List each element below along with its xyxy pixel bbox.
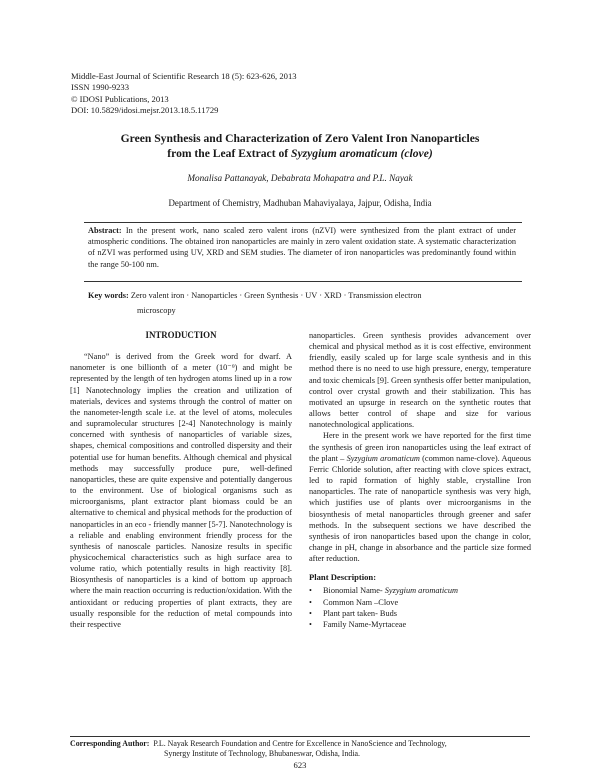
- plant-description-list: [309, 585, 531, 630]
- abstract-text: In the present work, nano scaled zero valent irons (nZVI) were synthesized from the plant extract of under atmospheric conditions. The obtained iron nanoparticles are mainly in zero valent oxidation state. A systematic characterization of nZVI was performed using UV, XRD and SEM studies. The diameter of iron nanoparticles was predominantly found within the range 50-100 nm.: [88, 226, 516, 269]
- plant-item-label: Family Name-Myrtaceae: [323, 620, 407, 630]
- plant-item-italic: Syzygium aromaticum: [384, 586, 458, 596]
- journal-header: [71, 71, 297, 117]
- footer-divider: [70, 736, 530, 737]
- footer-text-1: P.L. Nayak Research Foundation and Centre for Excellence in NanoScience and Technology,: [153, 739, 447, 748]
- list-item: [309, 608, 531, 619]
- title-species: Syzygium aromaticum (clove): [291, 147, 433, 160]
- page-number: 623: [293, 760, 307, 770]
- abstract-label: Abstract:: [88, 226, 122, 235]
- plant-item-label: Bionomial Name-: [323, 586, 385, 596]
- copyright: © IDOSI Publications, 2013: [71, 93, 169, 104]
- para2-after: (common name-clove). Aqueous Ferric Chloride solution, after reacting with clove spices extract, led to rapid formation of highly stable, crystalline Iron nanoparticles. The rate of nanoparticle synthesis was very high, which justifies use of plants over microorganisms in the biosynthesis of metal nanoparticles through greener and safer methods. In the subsequent sections we have described the synthesis of iron nanoparticles based upon the change in color, change in pH, change in absorbance and the particle size formed after reduction.: [309, 453, 531, 564]
- plant-description-heading: Plant Description:: [309, 572, 377, 583]
- list-item: [309, 597, 531, 608]
- corresponding-author-label: Corresponding Author:: [70, 739, 150, 748]
- title-line-1: Green Synthesis and Characterization of Zero Valent Iron Nanoparticles: [120, 132, 480, 145]
- intro-paragraph-1-continued: nanoparticles. Green synthesis provides advancement over chemical and physical method as it is cost effective, environment friendly, easily scaled up for large scale synthesis and in this method there is no need to use high pressure, energy, temperature and toxic chemicals [9]. Green synthesis offer better manipulation, control over crystal growth and their stabilization. This has motivated an upsurge in research on the synthetic routes that allows better control of shape and size for various nanotechnological applications.: [309, 331, 531, 430]
- footer-text-2: Synergy Institute of Technology, Bhubaneswar, Odisha, India.: [164, 749, 360, 758]
- doi[interactable]: DOI: 10.5829/idosi.mejsr.2013.18.5.11729: [71, 105, 219, 116]
- para2-species: Syzygium aromaticum: [346, 453, 420, 463]
- list-item: [309, 585, 531, 596]
- intro-paragraph-1: “Nano” is derived from the Greek word for dwarf. A nanometer is one billionth of a meter (10⁻⁹) and might be represented by the length of ten hydrogen atoms lined up in a row [1] Nanotechnology implies the creation and utilization of materials, devices and systems through the control of matter on the nanometer-length scale i.e. at the level of atoms, molecules and supramolecular structures [2-4] Nanotechnology is mainly concerned with synthesis of nanoparticles of variable sizes, shapes, chemical compositions and controlled dispersity and their potential use for human benefits. Although chemical and physical methods may successfully produce pure, well-defined nanoparticles, these are quite expensive and potentially dangerous to the environment. Use of biological organisms such as microorganisms, plant extractor plant biomass could be an alternative to chemical and physical methods for the production of nanoparticles in an eco - friendly manner [5-7]. Nanotechnology is a reliable and enabling environment friendly process for the synthesis of nanoscale particles. Nanosize results in specific physicochemical characteristics such as high surface area to volume ratio, which potentially results in high reactivity [8]. Biosynthesis of nanoparticles is a kind of bottom up approach where the main reaction occurring is reduction/oxidation. With the antioxidant or reducing properties of plant extracts, they are usually responsible for the reduction of metal compounds into their respective: [70, 352, 292, 629]
- plant-item-label: Common Nam –Clove: [323, 597, 399, 607]
- keywords-line-1: Zero valent iron · Nanoparticles · Green Synthesis · UV · XRD · Transmission electron: [130, 291, 422, 300]
- introduction-heading: INTRODUCTION: [145, 330, 217, 340]
- title-line-2-prefix: from the Leaf Extract of: [167, 147, 292, 160]
- keywords-line-2: microscopy: [137, 306, 176, 315]
- list-item: [309, 619, 531, 630]
- footer-line-1: [70, 739, 540, 749]
- intro-paragraph-2: [309, 430, 531, 564]
- journal-citation: Middle-East Journal of Scientific Research 18 (5): 623-626, 2013: [71, 71, 297, 81]
- left-column: [70, 330, 292, 630]
- right-column: [309, 330, 531, 631]
- keywords-label: Key words:: [88, 291, 129, 300]
- title-line-2: [60, 146, 540, 161]
- paper-title: [60, 131, 540, 161]
- authors: Monalisa Pattanayak, Debabrata Mohapatra and P.L. Nayak: [187, 173, 413, 183]
- plant-item-label: Plant part taken- Buds: [323, 609, 397, 619]
- corresponding-author: [70, 739, 540, 759]
- abstract: [88, 225, 516, 270]
- affiliation: Department of Chemistry, Madhuban Mahaviyalaya, Jajpur, Odisha, India: [168, 198, 432, 208]
- para2-before: Here in the present work we have reported for the first time the synthesis of green iron nanoparticles using the leaf extract of the plant –: [309, 431, 531, 463]
- keywords: [88, 290, 518, 301]
- issn: ISSN 1990-9233: [71, 82, 130, 93]
